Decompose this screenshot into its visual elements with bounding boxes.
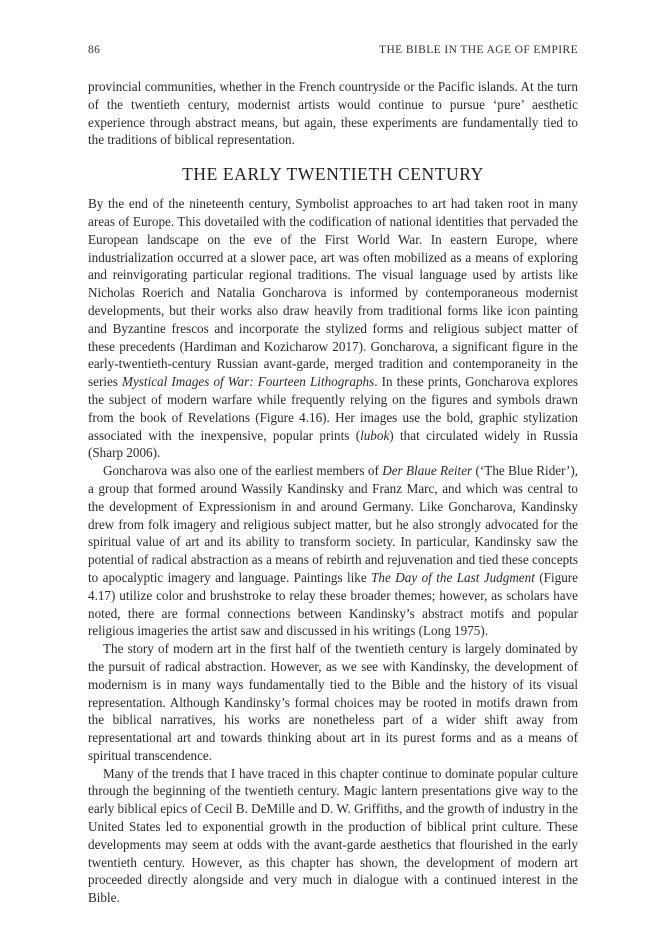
running-title: THE BIBLE IN THE AGE OF EMPIRE — [379, 44, 578, 56]
continuation-paragraph: provincial communities, whether in the French countryside or the Pacific islands. At the turn of the twentieth century, modernist artists would continue to pursue ‘pure’ aesthetic experience through abstract means, but again, these experiments are fundamentally tied to the traditions of biblical representation. — [88, 79, 578, 148]
paragraph-2 — [88, 462, 578, 640]
running-head — [88, 44, 578, 56]
page-number: 86 — [88, 44, 101, 56]
paragraph-1-text-b: . In these prints, Goncharova explores the subject of modern warfare while frequently relying on the figures and symbols drawn from the book of Revelations (Figure 4.16). Her images use the bold, graphic stylization associated with the inexpensive, popular prints ( — [88, 374, 578, 443]
paragraph-2-text-b: (‘The Blue Rider’), a group that formed around Wassily Kandinsky and Franz Marc, and which was central to the development of Expressionism in and around Germany. Like Goncharova, Kandinsky drew from folk imagery and religious subject matter, but he also strongly advocated for the spiritual value of art and its ability to transform society. In particular, Kandinsky saw the potential of radical abstraction as a means of rebirth and rejuvenation and tied these concepts to apocalyptic imagery and language. Paintings like — [88, 463, 579, 585]
paragraph-2-text-c: (Figure 4.17) utilize color and brushstroke to relay these broader themes; however, as scholars have noted, there are formal connections between Kandinsky’s abstract motifs and popular religious imageries the artist saw and discussed in his writings (Long 1975). — [88, 569, 578, 639]
paragraph-1 — [88, 195, 578, 462]
paragraph-1-text-c: ) that circulated widely in Russia (Sharp 2006). — [88, 427, 578, 461]
paragraph-2-text-a: Goncharova was also one of the earliest members of — [103, 463, 383, 479]
body-text — [88, 78, 578, 907]
paragraph-3: The story of modern art in the first half of the twentieth century is largely dominated by the pursuit of radical abstraction. However, as we see with Kandinsky, the development of modernism is in many ways fundamentally tied to the Bible and the history of its visual representation. Although Kandinsky’s formal choices may be rooted in motifs drawn from the biblical narratives, his works are nonetheless part of a wider shift away from representational art and towards thinking about art in its purest forms and as a means of spiritual transcendence. — [88, 641, 578, 763]
paragraph-4: Many of the trends that I have traced in this chapter continue to dominate popular culture through the beginning of the twentieth century. Magic lantern presentations give way to the early biblical epics of Cecil B. DeMille and D. W. Griffiths, and the growth of industry in the United States led to exponential growth in the production of biblical print culture. These developments may seem at odds with the avant-garde aesthetics that flourished in the early twentieth century. However, as this chapter has shown, the development of modern art proceeded directly alongside and very much in dialogue with a continued interest in the Bible. — [88, 765, 578, 906]
paragraph-1-text-a: By the end of the nineteenth century, Symbolist approaches to art had taken root in many areas of Europe. This dovetailed with the codification of national identities that pervaded the European landscape on the eve of the First World War. In eastern Europe, where industrialization occurred at a slower pace, art was often mobilized as a means of exploring and reinvigorating particular regional traditions. The visual language used by artists like Nicholas Roerich and Natalia Goncharova is informed by contemporaneous modernist developments, but their works also draw heavily from traditional forms like icon painting and Byzantine frescos and incorporate the stylized forms and religious subject matter of these precedents (Hardiman and Kozicharow 2017). Goncharova, a significant figure in the early-twentieth-century Russian avant-garde, merged tradition and contemporaneity in the series — [88, 196, 578, 390]
paragraph-1-italic-term: lubok — [360, 427, 390, 443]
paragraph-2-italic-group: Der Blaue Reiter — [382, 463, 473, 479]
paragraph-2-italic-title: The Day of the Last Judgment — [371, 569, 535, 585]
paragraph-1-italic-title: Mystical Images of War: Fourteen Lithographs — [122, 374, 375, 390]
section-heading: THE EARLY TWENTIETH CENTURY — [182, 164, 484, 185]
